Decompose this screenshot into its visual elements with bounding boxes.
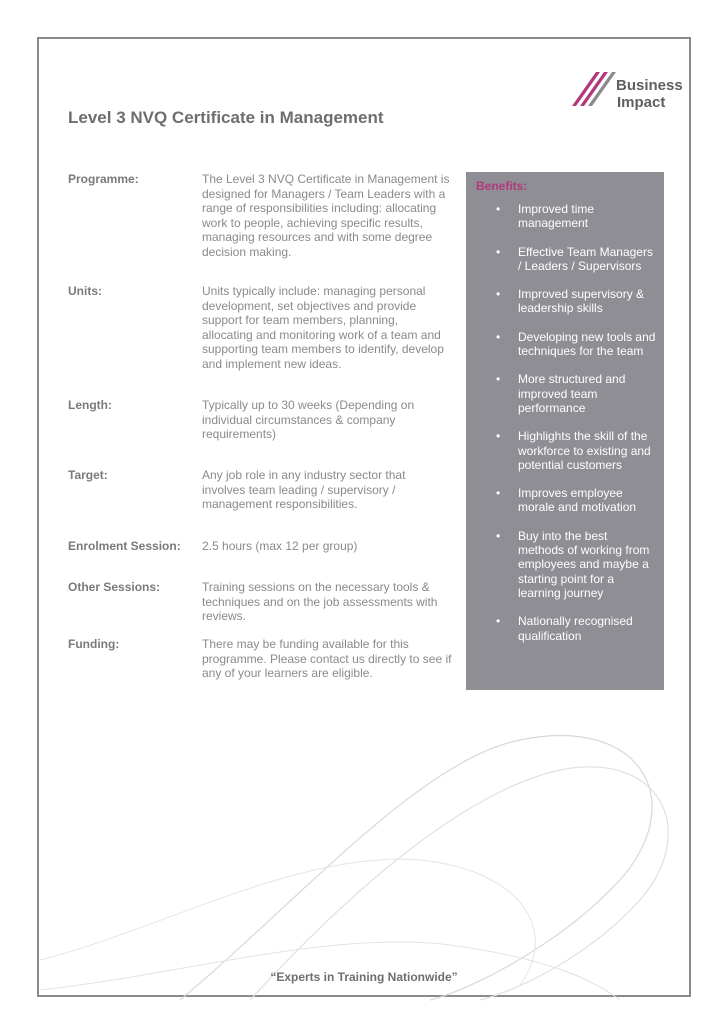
benefit-item <box>476 202 656 231</box>
benefit-text: Developing new tools and techniques for the team <box>518 329 656 359</box>
benefit-text: Improved time management <box>518 202 595 231</box>
text-funding: There may be funding available for this programme. Please contact us directly to see if any of your learners are eligible. <box>202 637 452 680</box>
label-funding: Funding: <box>68 637 120 651</box>
benefit-text: Improves employee morale and motivation <box>518 486 637 515</box>
benefits-panel <box>466 172 664 690</box>
label-units: Units: <box>68 284 102 298</box>
benefit-item <box>476 372 656 415</box>
benefits-title: Benefits: <box>476 179 528 193</box>
text-target: Any job role in any industry sector that involves team leading / supervisory / management responsibilities. <box>202 468 406 511</box>
logo-line-1: Business <box>616 77 683 94</box>
label-length: Length: <box>68 398 112 412</box>
benefit-item <box>476 245 656 274</box>
label-other-sessions: Other Sessions: <box>68 580 161 594</box>
logo-text <box>616 77 683 111</box>
benefit-item <box>476 486 656 515</box>
benefits-list <box>476 202 656 643</box>
bullet-icon: • <box>496 244 501 259</box>
benefit-text: Highlights the skill of the workforce to existing and potential customers <box>518 429 651 472</box>
benefit-text: Buy into the best methods of working from employees and maybe a starting point for a learning journey <box>518 528 650 600</box>
text-programme: The Level 3 NVQ Certificate in Management is designed for Managers / Team Leaders with a range of responsibilities including: allocating work to people, achieving specific results, managing resources and with some degree decision making. <box>202 172 450 259</box>
bullet-icon: • <box>496 429 501 444</box>
label-target: Target: <box>68 468 108 482</box>
text-enrolment-session: 2.5 hours (max 12 per group) <box>202 539 358 553</box>
benefit-item <box>476 614 656 643</box>
benefit-item <box>476 529 656 600</box>
footer-tagline: “Experts in Training Nationwide” <box>270 970 458 984</box>
bullet-icon: • <box>496 202 501 216</box>
bullet-icon: • <box>496 486 501 501</box>
logo-line-2: Impact <box>617 94 666 111</box>
bullet-icon: • <box>496 372 501 387</box>
text-length: Typically up to 30 weeks (Depending on individual circumstances & company requirements) <box>202 398 415 441</box>
bullet-icon: • <box>496 287 501 302</box>
benefit-text: Nationally recognised qualification <box>518 614 633 643</box>
benefit-text: Effective Team Managers / Leaders / Supervisors <box>518 244 653 273</box>
text-other-sessions: Training sessions on the necessary tools & techniques and on the job assessments with reviews. <box>202 580 438 623</box>
benefit-item <box>476 429 656 472</box>
bullet-icon: • <box>496 528 501 543</box>
benefit-item <box>476 330 656 359</box>
benefit-text: More structured and improved team performance <box>518 372 626 415</box>
benefit-item <box>476 287 656 316</box>
label-enrolment-session: Enrolment Session: <box>68 539 181 553</box>
bullet-icon: • <box>496 614 501 629</box>
page-title: Level 3 NVQ Certificate in Management <box>68 108 384 127</box>
label-programme: Programme: <box>68 172 139 186</box>
bullet-icon: • <box>496 329 501 344</box>
text-units: Units typically include: managing personal development, set objectives and provide support for team members, planning, allocating and monitoring work of a team and supporting team members to identify, develop and implement new ideas. <box>202 284 444 371</box>
benefit-text: Improved supervisory & leadership skills <box>518 287 645 316</box>
